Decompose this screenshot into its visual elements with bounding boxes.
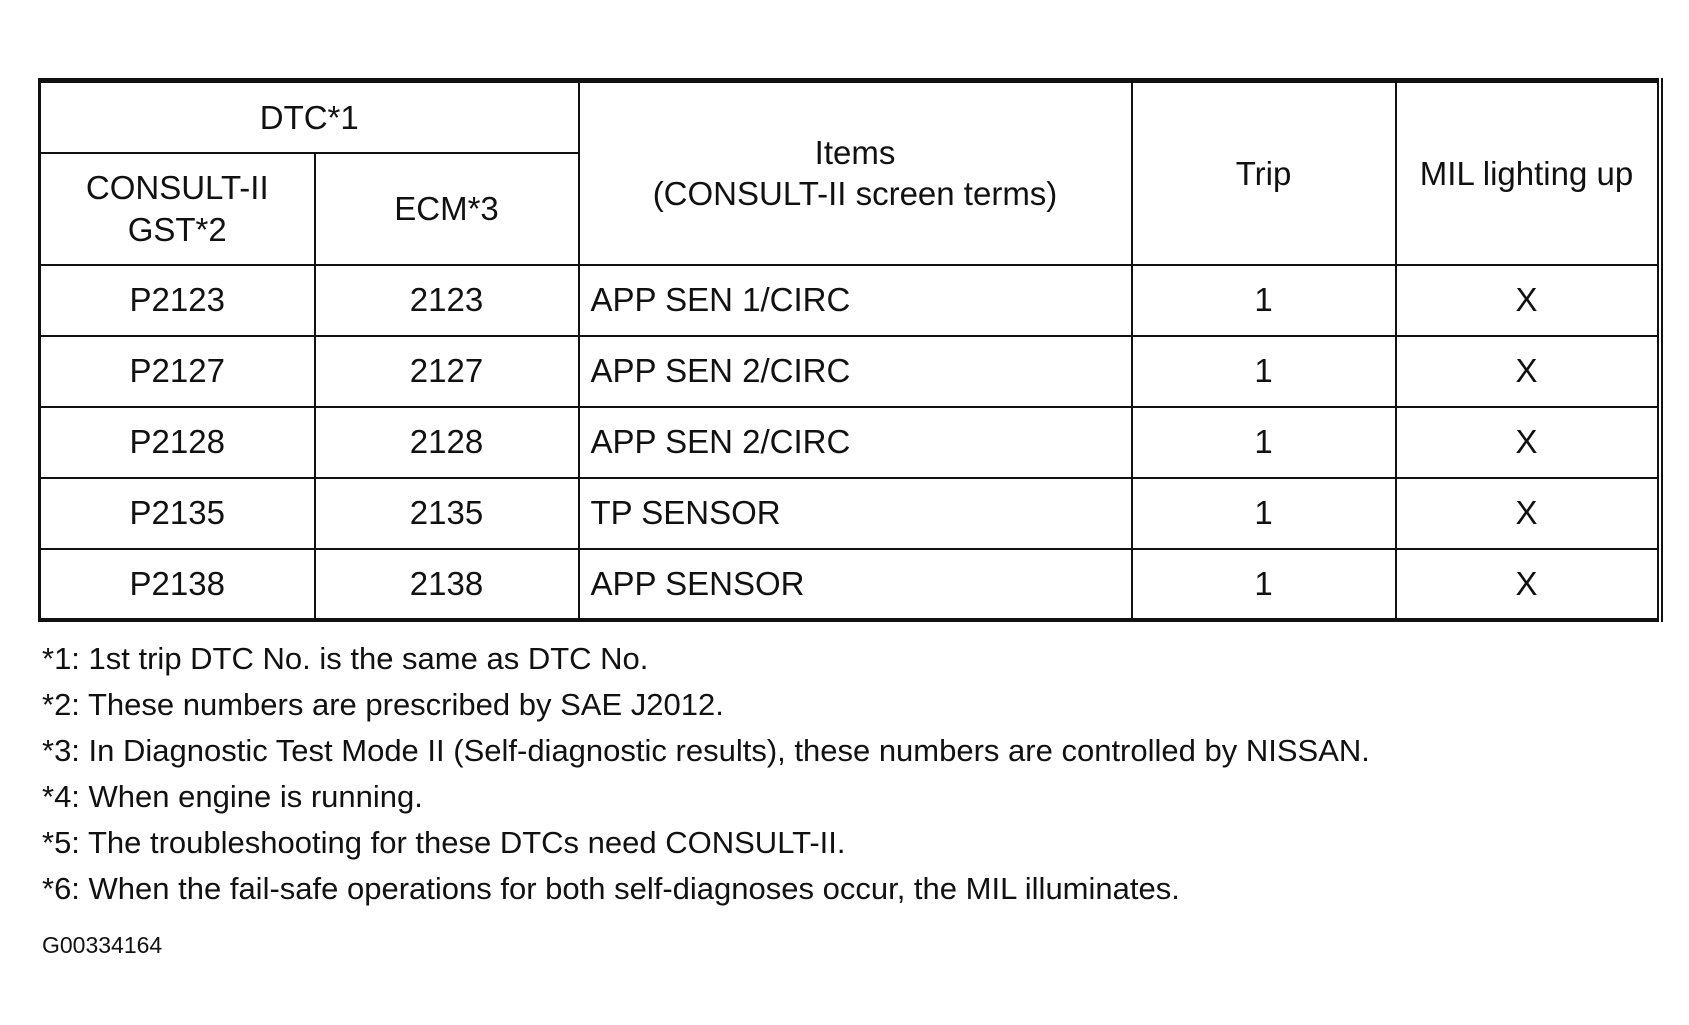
footnote: *6: When the fail-safe operations for both self-diagnoses occur, the MIL illuminates.: [42, 871, 1180, 906]
trip-cell: 1: [1132, 478, 1396, 549]
trip-header: Trip: [1132, 81, 1396, 265]
trip-cell: 1: [1132, 407, 1396, 478]
ecm-code-cell: 2138: [315, 549, 579, 620]
items-header-line2: (CONSULT-II screen terms): [652, 175, 1058, 213]
mil-cell: X: [1396, 265, 1660, 336]
footnotes: [42, 636, 1370, 912]
item-cell: APP SEN 1/CIRC: [579, 265, 1132, 336]
ecm-code-cell: 2128: [315, 407, 579, 478]
table-row: [40, 549, 1660, 620]
trip-cell: 1: [1132, 265, 1396, 336]
item-cell: APP SEN 2/CIRC: [579, 336, 1132, 407]
items-header-line1: Items: [814, 134, 896, 171]
item-cell: TP SENSOR: [579, 478, 1132, 549]
dtc-group-header: DTC*1: [40, 81, 579, 153]
table-row: [40, 407, 1660, 478]
consult-code-cell: P2123: [40, 265, 315, 336]
mil-header: MIL lighting up: [1396, 81, 1660, 265]
mil-cell: X: [1396, 336, 1660, 407]
table-row: [40, 265, 1660, 336]
table-row: [40, 336, 1660, 407]
figure-id: G00334164: [42, 932, 163, 958]
consult-code-cell: P2127: [40, 336, 315, 407]
consult-header-line1: CONSULT-II: [85, 169, 269, 207]
items-header: [579, 81, 1132, 265]
footnote: *1: 1st trip DTC No. is the same as DTC No.: [42, 641, 649, 676]
trip-cell: 1: [1132, 336, 1396, 407]
footnote: *2: These numbers are prescribed by SAE J2012.: [42, 687, 724, 722]
trip-cell: 1: [1132, 549, 1396, 620]
consult-code-cell: P2138: [40, 549, 315, 620]
mil-cell: X: [1396, 549, 1660, 620]
consult-header: [40, 153, 315, 265]
footnote: *4: When engine is running.: [42, 779, 423, 814]
ecm-code-cell: 2123: [315, 265, 579, 336]
ecm-code-cell: 2127: [315, 336, 579, 407]
footnote: *5: The troubleshooting for these DTCs need CONSULT-II.: [42, 825, 846, 860]
consult-header-line2: GST*2: [127, 210, 227, 248]
ecm-header: ECM*3: [315, 153, 579, 265]
footnote: *3: In Diagnostic Test Mode II (Self-diagnostic results), these numbers are controlled by NISSAN.: [42, 733, 1370, 768]
item-cell: APP SENSOR: [579, 549, 1132, 620]
mil-cell: X: [1396, 478, 1660, 549]
item-cell: APP SEN 2/CIRC: [579, 407, 1132, 478]
dtc-table: [38, 78, 1663, 622]
ecm-code-cell: 2135: [315, 478, 579, 549]
mil-cell: X: [1396, 407, 1660, 478]
consult-code-cell: P2128: [40, 407, 315, 478]
table-row: [40, 478, 1660, 549]
consult-code-cell: P2135: [40, 478, 315, 549]
header-row-1: [40, 81, 1660, 153]
